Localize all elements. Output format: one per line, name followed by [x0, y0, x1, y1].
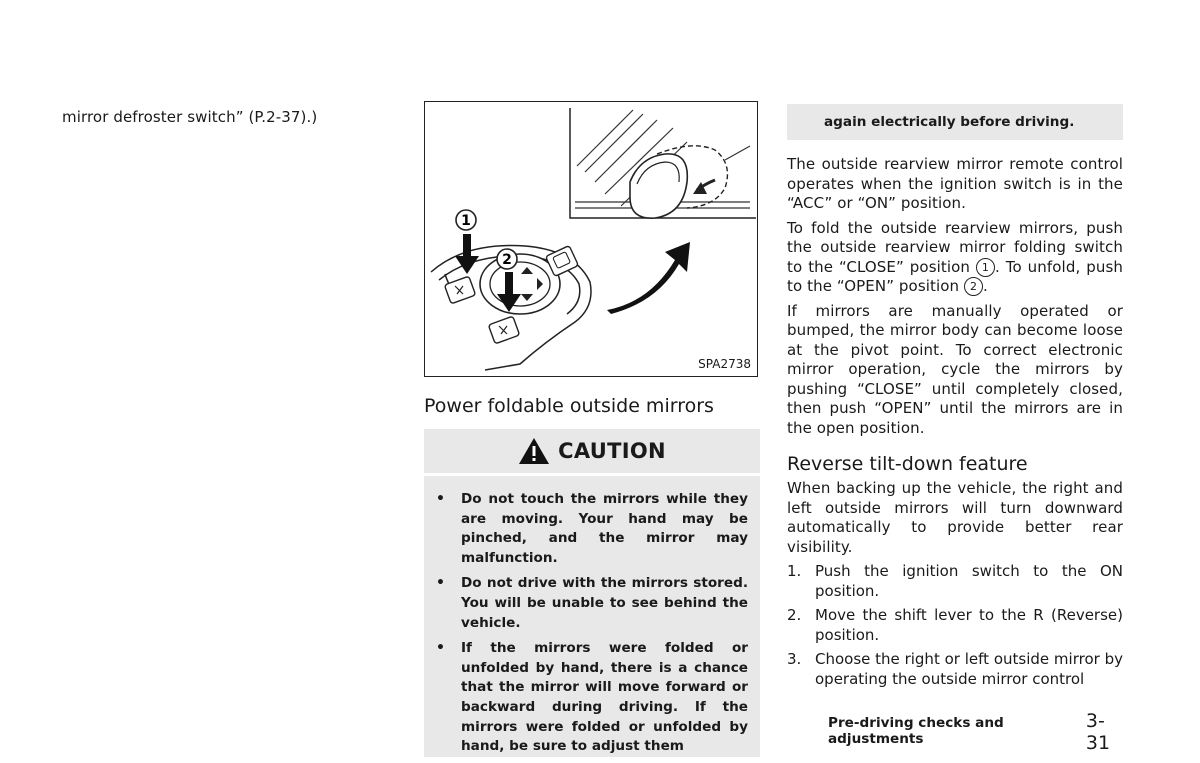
section-heading: Power foldable outside mirrors — [424, 395, 714, 417]
figure-code: SPA2738 — [698, 357, 751, 371]
right-column — [787, 104, 1123, 694]
page-number: 3-31 — [1085, 710, 1111, 754]
step-text: Choose the right or left outside mirror by operating the outside mirror control — [815, 650, 1123, 688]
left-column — [62, 108, 362, 133]
caution-item: • Do not drive with the mirrors stored. You will be unable to see behind the vehicle. — [432, 574, 748, 633]
footer-section-title: Pre-driving checks and adjustments — [828, 715, 1004, 747]
fold-text-a: To fold the outside rearview mirrors, push the outside rearview mirror folding switch to the “CLOSE” position — [787, 218, 1123, 276]
fold-text-b: . To unfold, push to the “OPEN” position — [787, 257, 1124, 295]
continued-paragraph: mirror defroster switch” (P.2-37).) — [62, 108, 318, 126]
step-item — [787, 562, 1123, 601]
caution-box — [424, 429, 760, 757]
mirror-switch-illustration — [424, 101, 758, 377]
step-number: 2. — [787, 606, 802, 624]
page-footer — [828, 710, 1124, 754]
step-item — [787, 606, 1123, 645]
paragraph-manual: If mirrors are manually operated or bumped, the mirror body can become loose at the pivot point. To correct electronic mirror operation, cycle the mirrors by pushing “CLOSE” until completely closed, then push “OPEN” until the mirrors are in the open position. — [787, 301, 1123, 437]
callout-1-inline: 1 — [976, 258, 995, 277]
fold-text-end: . — [983, 277, 988, 295]
paragraph-fold — [787, 219, 1123, 297]
middle-column — [424, 101, 760, 757]
caution-item: • Do not touch the mirrors while they are moving. Your hand may be pinched, and the mirror may malfunction. — [432, 490, 748, 568]
step-text: Push the ignition switch to the ON position. — [815, 562, 1123, 600]
caution-continued: again electrically before driving. — [787, 104, 1123, 140]
step-text: Move the shift lever to the R (Reverse) position. — [815, 606, 1123, 644]
callout-1-label: 1 — [461, 213, 471, 229]
warning-triangle-icon — [518, 437, 550, 465]
caution-item: • If the mirrors were folded or unfolded by hand, there is a chance that the mirror will move forward or backward during driving. If the mirrors were folded or unfolded by hand, be sure to adjust them — [432, 639, 748, 757]
subsection-heading: Reverse tilt-down feature — [787, 453, 1028, 475]
paragraph-tilt-down: When backing up the vehicle, the right and left outside mirrors will turn downward automatically to provide better rear visibility. — [787, 479, 1123, 556]
caution-list — [424, 476, 760, 757]
caution-title: CAUTION — [558, 439, 666, 463]
step-number: 1. — [787, 562, 802, 580]
callout-2-label: 2 — [502, 252, 512, 268]
step-item — [787, 650, 1123, 689]
mirror-switch-drawing — [425, 102, 756, 375]
caution-header — [424, 429, 760, 476]
paragraph-remote-control: The outside rearview mirror remote control operates when the ignition switch is in the “ACC” or “ON” position. — [787, 155, 1123, 212]
step-number: 3. — [787, 650, 802, 668]
callout-2-inline: 2 — [964, 277, 983, 296]
